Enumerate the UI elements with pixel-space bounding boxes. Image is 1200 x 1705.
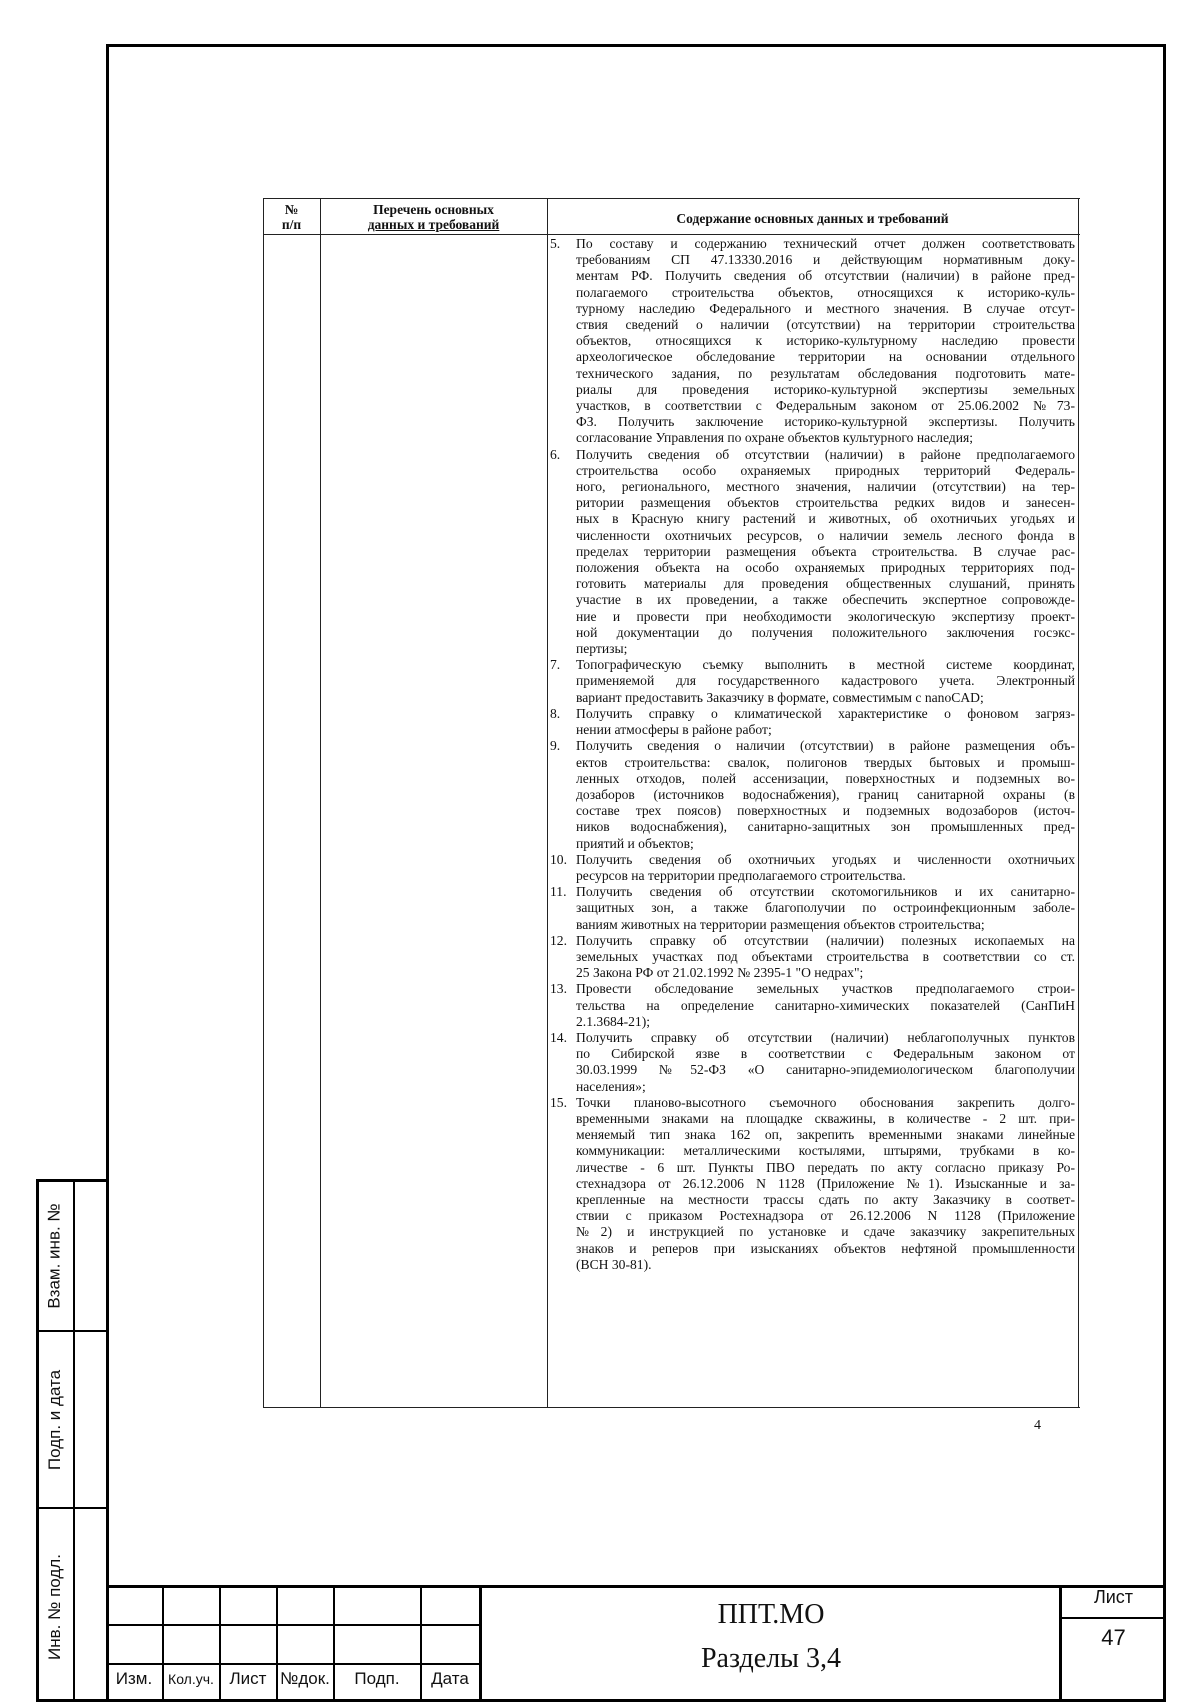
table-col-line <box>263 198 264 1408</box>
list-item-line: Получить сведения об охотничьих угодьях и численности охотничьих <box>576 851 1075 867</box>
header-num: № п/п <box>281 202 302 232</box>
side-stamp-vzam: Взам. инв. № <box>45 1203 65 1309</box>
list-item-line: 30.03.1999 №52-ФЗ «О санитарно-эпидемиологическом благополучии <box>576 1062 1075 1078</box>
list-item <box>550 236 1075 447</box>
tb-col-data: Дата <box>431 1669 469 1688</box>
list-item-line: дозаборов (источников водоснабжения), границ санитарной охраны (в <box>576 786 1075 802</box>
list-item-line: Точки планово-высотного съемочного обоснования закрепить долго- <box>576 1094 1075 1110</box>
side-stamp-podp-data: Подп. и дата <box>45 1369 65 1470</box>
list-item-line: пертизы; <box>576 641 628 657</box>
list-item-line: знаков и реперов при изысканиях объектов нефтяной промышленности <box>576 1240 1075 1256</box>
list-item-line: 2.1.3684-21); <box>576 1013 651 1029</box>
list-item-line: ной документации до получения положительного заключения госэкс- <box>576 624 1075 640</box>
header-content: Содержание основных данных и требований <box>676 211 949 226</box>
list-item-line: археологическое обследование территории на основании отдельного <box>576 349 1075 365</box>
list-item-line: Получить сведения об отсутствии скотомогильников и их санитарно- <box>576 884 1075 900</box>
list-item-line: Получить справку об отсутствии (наличии) неблагополучных пунктов <box>576 1029 1075 1045</box>
list-item-line: ментам РФ. Получить сведения об отсутствии (наличии) в районе пред- <box>576 268 1075 284</box>
tb-col-kol: Кол.уч. <box>168 1671 214 1687</box>
list-item-line: по Сибирской язве в соответствии с Федеральным законом от <box>576 1046 1075 1062</box>
page-number: 4 <box>1034 1418 1041 1433</box>
list-item-line: крепленные на местности трассы сдать по акту Заказчику в соответ- <box>576 1191 1075 1207</box>
list-item-text <box>576 706 1075 738</box>
list-item-line: риалы для проведения историко-культурной экспертизы земельных <box>576 381 1075 397</box>
list-item-number: 6. <box>550 446 561 462</box>
list-item-number: 11. <box>550 884 567 900</box>
list-item-line: ваниям животных на территории размещения объектов строительства; <box>576 916 985 932</box>
list-item <box>550 706 1075 738</box>
list-item-line: временными знаками на площадке скважины, в количестве - 2 шт. при- <box>576 1110 1075 1126</box>
document-code: ППТ.МО <box>717 1599 825 1630</box>
list-item-line: ствии с приказом Ростехнадзора от 26.12.2006 N 1128 (Приложение <box>576 1208 1075 1224</box>
table-header-line <box>263 234 1080 235</box>
list-item-line: приятий и объектов; <box>576 835 694 851</box>
list-item-line: численности охотничьих ресурсов, о наличии земель лесного фонда в <box>576 527 1075 543</box>
list-item-line: требованиям СП 47.13330.2016 и действующим нормативным доку- <box>576 252 1075 268</box>
header-list: Перечень основных данных и требований <box>367 202 500 232</box>
list-item-line: стехнадзора от 26.12.2006 N 1128 (Приложение №1). Изысканные и за- <box>576 1175 1075 1191</box>
list-item-line: технического задания, по результатам обследования подготовить мате- <box>576 365 1075 381</box>
list-item <box>550 852 1075 884</box>
list-item-line: Топографическую съемку выполнить в местной системе координат, <box>576 657 1075 673</box>
list-item-number: 10. <box>550 851 567 867</box>
list-item-text <box>576 884 1075 933</box>
list-item-line: 25 Закона РФ от 21.02.1992 № 2395-1 "О недрах"; <box>576 965 864 981</box>
list-item-line: ных в Красную книгу растений и животных, об охотничьих угодьях и <box>576 511 1075 527</box>
list-item-line: защитных зон, а также благополучии по остроинфекционным заболе- <box>576 900 1075 916</box>
list-item-number: 12. <box>550 932 567 948</box>
list-item-number: 8. <box>550 705 561 721</box>
side-stamp-inv-podl: Инв. № подл. <box>45 1554 64 1660</box>
list-item-text <box>576 852 1075 884</box>
list-item <box>550 738 1075 851</box>
list-item-line: личестве - 6 шт. Пункты ПВО передать по акту согласно приказу Ро- <box>576 1159 1075 1175</box>
tb-col-list: Лист <box>229 1669 267 1688</box>
sheet-number: 47 <box>1101 1625 1126 1650</box>
list-item-number: 13. <box>550 981 567 997</box>
list-item-line: вариант предоставить Заказчику в формате, совместимым с nanoCAD; <box>576 689 984 705</box>
tb-col-ndok: №док. <box>280 1669 330 1688</box>
table-col-line <box>547 198 548 1408</box>
list-item-line: нении атмосферы в районе работ; <box>576 722 772 738</box>
list-item-line: ФЗ. Получить заключение историко-культурной экспертизы. Получить <box>576 414 1075 430</box>
list-item-text <box>576 981 1075 1030</box>
list-item-line: Получить справку о климатической характеристике о фоновом загряз- <box>576 705 1075 721</box>
table-bottom-line <box>263 1407 1080 1408</box>
list-item-text <box>576 447 1075 658</box>
list-item-text <box>576 657 1075 706</box>
list-item-line: (ВСН 30-81). <box>576 1256 652 1272</box>
list-item-line: ектов строительства: свалок, полигонов твердых бытовых и промыш- <box>576 754 1075 770</box>
tb-top-line <box>106 1585 1166 1588</box>
document-subtitle: Разделы 3,4 <box>700 1643 841 1674</box>
list-item-line: участков, в соответствии с Федеральным законом от 25.06.2002 №73- <box>576 398 1075 414</box>
list-item-line: турному наследию Федерального и местного значения. В случае отсут- <box>576 300 1075 316</box>
list-item <box>550 981 1075 1030</box>
list-item-line: объектов, относящихся к историко-культурному наследию провести <box>576 333 1075 349</box>
list-item-text <box>576 236 1075 447</box>
list-item-line: положения объекта на особо охраняемых природных территориях под- <box>576 560 1075 576</box>
list-item-line: ние и провести при необходимости экологическую экспертизу проект- <box>576 608 1075 624</box>
list-item-line: ного, регионального, местного значения, наличии (отсутствии) на тер- <box>576 479 1075 495</box>
tb-col-podp: Подп. <box>354 1669 400 1688</box>
list-item <box>550 1030 1075 1095</box>
list-item <box>550 884 1075 933</box>
list-item-line: строительства особо охраняемых природных территорий Федераль- <box>576 462 1075 478</box>
list-item-line: Получить сведения об отсутствии (наличии) в районе предполагаемого <box>576 446 1075 462</box>
list-item-text <box>576 1095 1075 1273</box>
list-item-line: коммуникации: металлическими костылями, штырями, трубками в ко- <box>576 1143 1075 1159</box>
list-item-line: Получить справку об отсутствии (наличии) полезных ископаемых на <box>576 932 1075 948</box>
list-item-line: пределах территории размещения объекта строительства. В случае рас- <box>576 543 1075 559</box>
list-item-line: применяемой для государственного кадастрового учета. Электронный <box>576 673 1075 689</box>
list-item-number: 7. <box>550 657 561 673</box>
list-item-line: №2) и инструкцией по установке и сдаче заказчику закрепительных <box>576 1224 1075 1240</box>
list-item-line: участие в их проведении, а также обеспечить экспертное сопровожде- <box>576 592 1075 608</box>
sheet-label: Лист <box>1093 1587 1134 1607</box>
list-item-text <box>576 1030 1075 1095</box>
list-item-text <box>576 738 1075 851</box>
list-item-line: полагаемого строительства объектов, относящихся к историко-куль- <box>576 284 1075 300</box>
list-item <box>550 1095 1075 1273</box>
list-item-text <box>576 933 1075 982</box>
list-item-line: составе трех поясов) поверхностных и подземных водозаборов (источ- <box>576 803 1075 819</box>
list-item-line: ресурсов на территории предполагаемого строительства. <box>576 867 906 883</box>
list-item-line: согласование Управления по охране объектов культурного наследия; <box>576 430 974 446</box>
list-item <box>550 933 1075 982</box>
list-item-line: ников водоснабжения), санитарно-защитных зон промышленных пред- <box>576 819 1075 835</box>
list-item-line: По составу и содержанию технический отчет должен соответствовать <box>576 236 1075 251</box>
table-col-line <box>1078 198 1079 1408</box>
list-item-line: ритории размещения объектов строительства редких видов и занесен- <box>576 495 1075 511</box>
requirements-list <box>550 236 1075 1273</box>
list-item-line: меняемый тип знака 162 оп, закрепить временными знаками линейные <box>576 1127 1075 1143</box>
list-item-line: населения»; <box>576 1078 646 1094</box>
title-block <box>106 1585 1166 1702</box>
list-item <box>550 447 1075 658</box>
side-stamp <box>36 1179 106 1702</box>
list-item-line: земельных участках под объектами строительства в соответствии со ст. <box>576 948 1075 964</box>
table-top-line <box>263 198 1080 199</box>
list-item-line: Провести обследование земельных участков предполагаемого строи- <box>576 981 1075 997</box>
list-item-line: Получить сведения о наличии (отсутствии) в районе размещения объ- <box>576 738 1075 754</box>
list-item-line: готовить материалы для проведения общественных слушаний, принять <box>576 576 1075 592</box>
list-item-line: тельства на определение санитарно-химических показателей (СанПиН <box>576 997 1075 1013</box>
tb-col-izm: Изм. <box>115 1669 153 1688</box>
table-col-line <box>320 198 321 1408</box>
list-item-number: 9. <box>550 738 561 754</box>
tb-line <box>1061 1617 1166 1619</box>
list-item-number: 5. <box>550 236 561 251</box>
list-item <box>550 657 1075 706</box>
list-item-number: 15. <box>550 1094 567 1110</box>
list-item-line: ствия сведений о наличии (отсутствии) на территории строительства <box>576 317 1075 333</box>
list-item-line: ленных отходов, полей ассенизации, поверхностных и подземных во- <box>576 770 1075 786</box>
list-item-number: 14. <box>550 1029 567 1045</box>
